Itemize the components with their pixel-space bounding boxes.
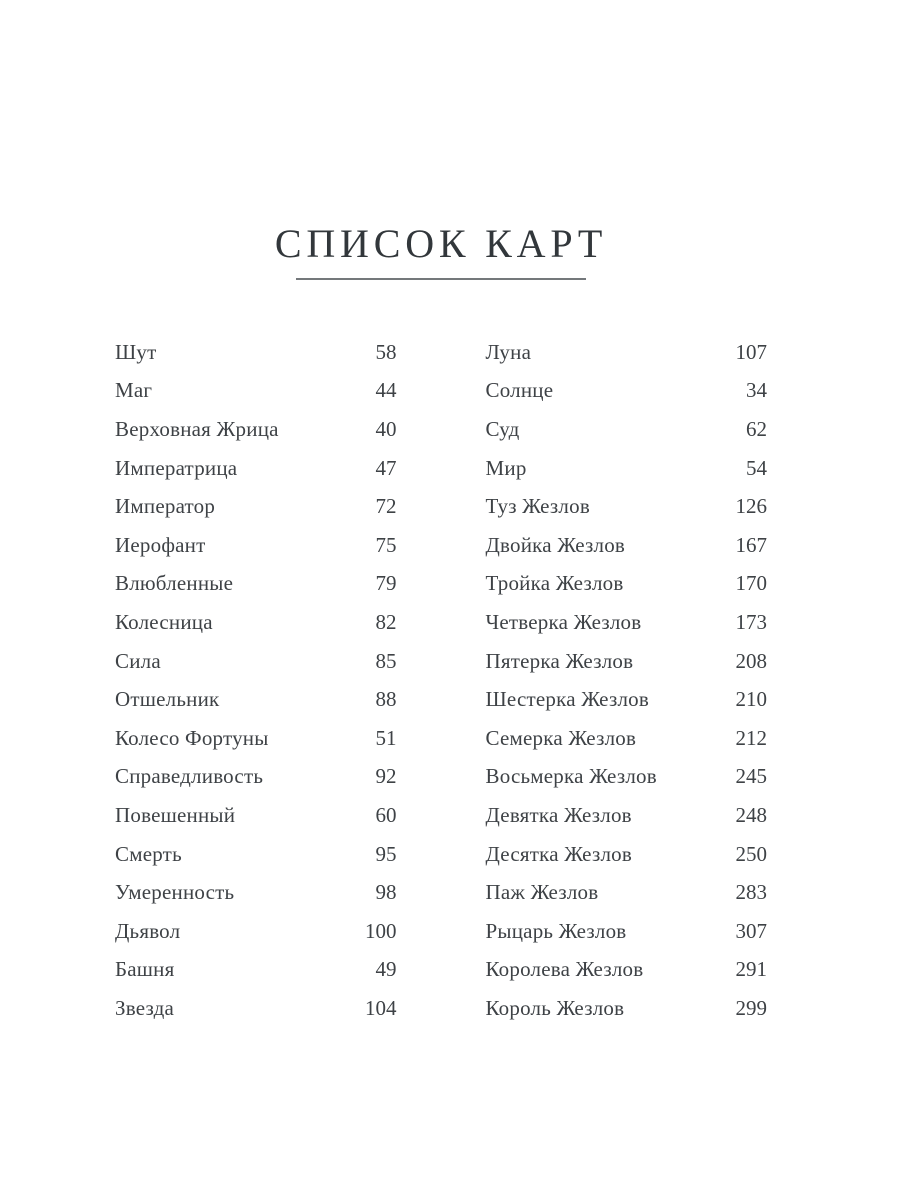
card-title: Маг	[115, 378, 153, 403]
list-item	[486, 449, 768, 488]
list-item	[486, 719, 768, 758]
list-item	[486, 410, 768, 449]
card-title: Сила	[115, 648, 161, 673]
card-title: Восьмерка Жезлов	[485, 764, 657, 789]
card-title: Шут	[115, 339, 157, 364]
card-title: Двойка Жезлов	[485, 532, 626, 557]
card-page-number: 173	[735, 609, 767, 634]
card-page-number: 92	[375, 764, 397, 789]
card-list-left-column	[115, 333, 397, 1028]
card-title: Королева Жезлов	[485, 957, 644, 982]
list-item	[115, 603, 397, 642]
card-page-number: 44	[375, 378, 397, 403]
list-item	[115, 835, 397, 874]
card-list-right-column	[486, 333, 768, 1028]
card-title: Звезда	[115, 995, 175, 1020]
list-item	[486, 565, 768, 604]
list-item	[486, 873, 768, 912]
card-page-number: 104	[365, 995, 397, 1020]
card-title: Король Жезлов	[485, 995, 625, 1020]
card-title: Верховная Жрица	[115, 416, 279, 441]
list-item	[115, 565, 397, 604]
card-title: Умеренность	[115, 880, 235, 905]
card-page-number: 60	[375, 802, 397, 827]
list-item	[115, 758, 397, 797]
card-page-number: 95	[375, 841, 397, 866]
card-page-number: 47	[375, 455, 397, 480]
list-item	[115, 449, 397, 488]
card-page-number: 51	[375, 725, 397, 750]
card-title: Четверка Жезлов	[485, 609, 642, 634]
card-page-number: 34	[746, 378, 767, 403]
card-title: Тройка Жезлов	[485, 571, 624, 596]
card-title: Дьявол	[115, 918, 181, 943]
card-title: Семерка Жезлов	[485, 725, 637, 750]
card-title: Повешенный	[115, 802, 236, 827]
card-page-number: 107	[735, 339, 767, 364]
list-item	[486, 526, 768, 565]
list-item	[115, 410, 397, 449]
list-item	[115, 796, 397, 835]
card-page-number: 40	[375, 416, 397, 441]
card-page-number: 72	[375, 494, 397, 519]
card-title: Колесо Фортуны	[115, 725, 269, 750]
list-item	[115, 526, 397, 565]
list-item	[115, 372, 397, 411]
card-page-number: 208	[735, 648, 767, 673]
card-page-number: 58	[375, 339, 397, 364]
card-title: Паж Жезлов	[485, 880, 599, 905]
card-page-number: 167	[735, 532, 767, 557]
card-title: Влюбленные	[115, 571, 234, 596]
card-title: Башня	[115, 957, 175, 982]
list-item	[115, 951, 397, 990]
card-title: Отшельник	[115, 687, 220, 712]
list-item	[115, 989, 397, 1028]
list-item	[486, 487, 768, 526]
card-title: Иерофант	[115, 532, 206, 557]
card-title: Справедливость	[115, 764, 264, 789]
list-item	[486, 796, 768, 835]
card-title: Шестерка Жезлов	[485, 687, 649, 712]
card-page-number: 291	[735, 957, 767, 982]
page-title: СПИСОК КАРТ	[274, 221, 608, 266]
card-page-number: 100	[365, 918, 397, 943]
card-title: Императрица	[115, 455, 238, 480]
list-item	[486, 333, 768, 372]
list-item	[115, 873, 397, 912]
list-item	[486, 912, 768, 951]
list-item	[486, 758, 768, 797]
list-item	[115, 719, 397, 758]
card-page-number: 245	[735, 764, 767, 789]
title-divider	[296, 278, 586, 280]
card-page-number: 88	[375, 687, 397, 712]
card-page-number: 62	[746, 416, 767, 441]
card-page-number: 299	[735, 995, 767, 1020]
list-item	[115, 680, 397, 719]
card-page-number: 79	[375, 571, 397, 596]
card-page-number: 250	[735, 841, 767, 866]
card-title: Император	[115, 494, 216, 519]
list-item	[486, 603, 768, 642]
list-item	[115, 642, 397, 681]
list-item	[486, 835, 768, 874]
list-item	[486, 372, 768, 411]
list-item	[486, 680, 768, 719]
card-title: Луна	[485, 339, 532, 364]
card-page-number: 126	[735, 494, 767, 519]
list-item	[486, 989, 768, 1028]
card-title: Мир	[485, 455, 527, 480]
card-page-number: 98	[375, 880, 397, 905]
card-title: Девятка Жезлов	[485, 802, 632, 827]
card-page-number: 212	[735, 725, 767, 750]
card-title: Пятерка Жезлов	[485, 648, 634, 673]
card-title: Рыцарь Жезлов	[485, 918, 627, 943]
card-title: Суд	[485, 416, 520, 441]
list-item	[486, 951, 768, 990]
list-item	[115, 333, 397, 372]
card-page-number: 283	[735, 880, 767, 905]
card-page-number: 210	[735, 687, 767, 712]
card-page-number: 85	[375, 648, 397, 673]
card-page-number: 248	[735, 802, 767, 827]
page-content	[115, 222, 767, 1028]
card-list	[115, 333, 767, 1028]
card-title: Туз Жезлов	[485, 494, 590, 519]
list-item	[115, 487, 397, 526]
card-title: Смерть	[115, 841, 182, 866]
card-title: Десятка Жезлов	[485, 841, 632, 866]
card-page-number: 307	[735, 918, 767, 943]
card-page-number: 170	[735, 571, 767, 596]
card-title: Солнце	[485, 378, 554, 403]
list-item	[486, 642, 768, 681]
list-item	[115, 912, 397, 951]
card-title: Колесница	[115, 609, 213, 634]
card-page-number: 82	[375, 609, 397, 634]
card-page-number: 54	[746, 455, 767, 480]
card-page-number: 49	[375, 957, 397, 982]
card-page-number: 75	[375, 532, 397, 557]
